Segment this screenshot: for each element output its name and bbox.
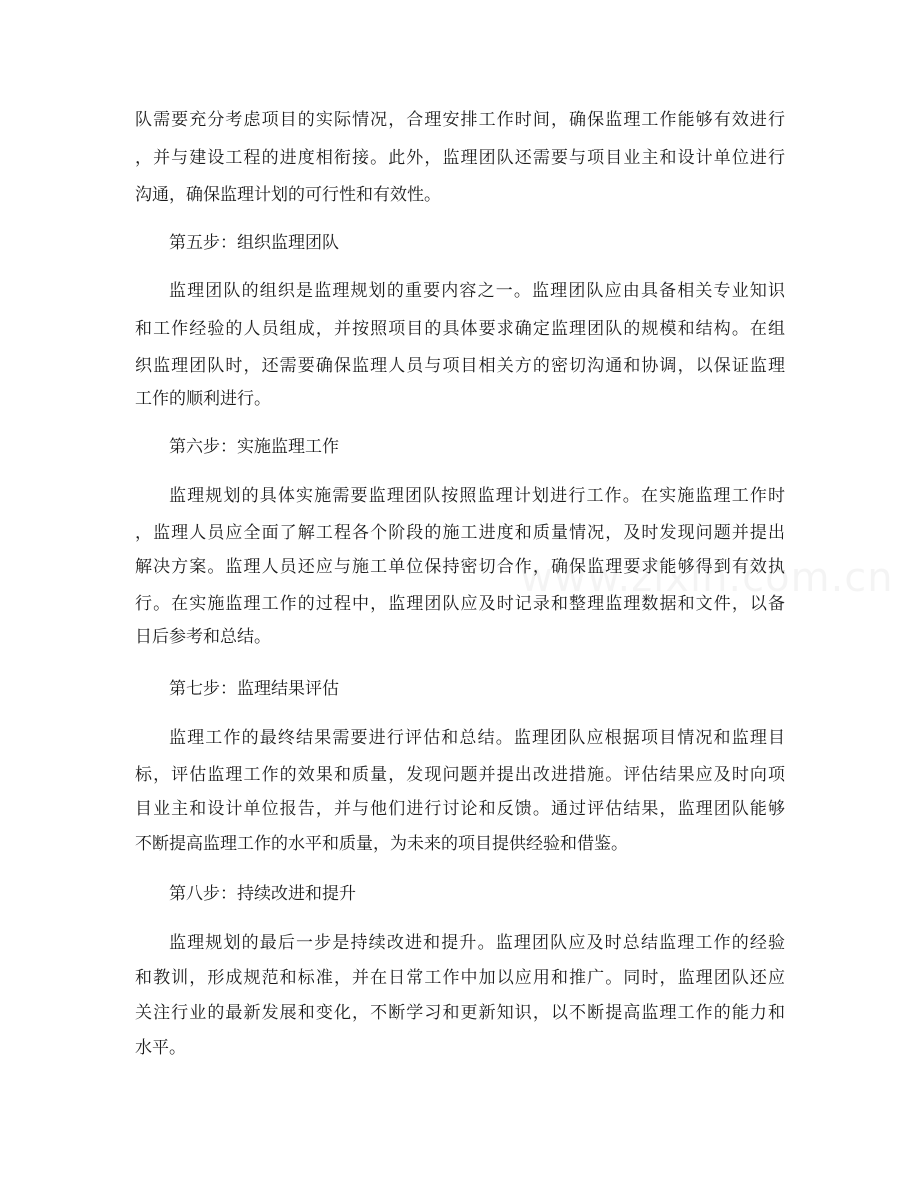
- paragraph-line: ，并与建设工程的进度相衔接。此外，监理团队还需要与项目业主和设计单位进行: [135, 148, 785, 168]
- paragraph-line: 和工作经验的人员组成，并按照项目的具体要求确定监理团队的规模和结构。在组: [135, 319, 785, 339]
- paragraph-line: 监理团队的组织是监理规划的重要内容之一。监理团队应由具备相关专业知识: [169, 281, 785, 301]
- paragraph-line: 监理工作的最终结果需要进行评估和总结。监理团队应根据项目情况和监理目: [169, 728, 785, 748]
- paragraph-line: 关注行业的最新发展和变化，不断学习和更新知识，以不断提高监理工作的能力和: [135, 1003, 785, 1023]
- paragraph-line: 织监理团队时，还需要确保监理人员与项目相关方的密切沟通和协调，以保证监理: [135, 356, 785, 376]
- section-heading: 第八步：持续改进和提升: [169, 884, 356, 904]
- paragraph-line: 行。在实施监理工作的过程中，监理团队应及时记录和整理监理数据和文件，以备: [135, 594, 785, 614]
- paragraph-line: 队需要充分考虑项目的实际情况，合理安排工作时间，确保监理工作能够有效进行: [135, 110, 785, 130]
- paragraph-line: 沟通，确保监理计划的可行性和有效性。: [135, 185, 441, 205]
- paragraph-line: 工作的顺利进行。: [135, 389, 271, 409]
- paragraph-line: 和教训，形成规范和标准，并在日常工作中加以应用和推广。同时，监理团队还应: [135, 968, 785, 988]
- paragraph-line: 日后参考和总结。: [135, 627, 271, 647]
- paragraph-line: 标，评估监理工作的效果和质量，发现问题并提出改进措施。评估结果应及时向项: [135, 765, 785, 785]
- paragraph-line: ，监理人员应全面了解工程各个阶段的施工进度和质量情况，及时发现问题并提出: [135, 523, 785, 543]
- paragraph-line: 目业主和设计单位报告，并与他们进行讨论和反馈。通过评估结果，监理团队能够: [135, 799, 785, 819]
- paragraph-line: 解决方案。监理人员还应与施工单位保持密切合作，确保监理要求能够得到有效执: [135, 557, 785, 577]
- paragraph-line: 监理规划的最后一步是持续改进和提升。监理团队应及时总结监理工作的经验: [169, 933, 785, 953]
- section-heading: 第五步：组织监理团队: [169, 233, 339, 253]
- section-heading: 第六步：实施监理工作: [169, 437, 339, 457]
- section-heading: 第七步：监理结果评估: [169, 679, 339, 699]
- paragraph-line: 水平。: [135, 1038, 186, 1058]
- paragraph-line: 监理规划的具体实施需要监理团队按照监理计划进行工作。在实施监理工作时: [169, 486, 785, 506]
- paragraph-line: 不断提高监理工作的水平和质量，为未来的项目提供经验和借鉴。: [135, 834, 628, 854]
